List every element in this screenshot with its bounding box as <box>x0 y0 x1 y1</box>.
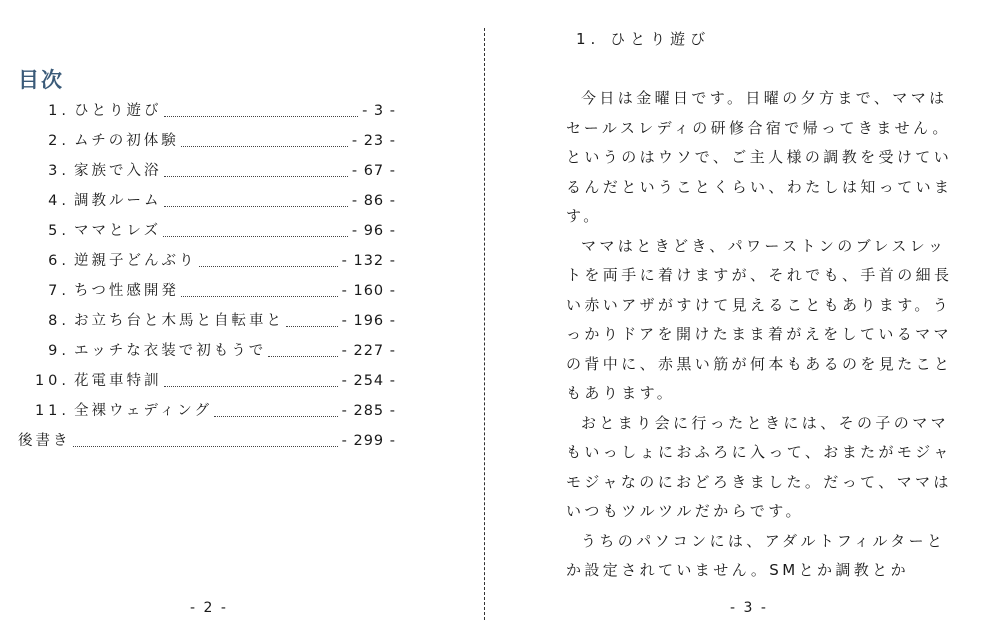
toc-entry-number: 8. <box>48 313 70 329</box>
toc-entry <box>0 276 420 306</box>
toc-entry <box>0 126 420 156</box>
toc-entry <box>0 96 420 126</box>
toc-entry-number: 4. <box>48 193 70 209</box>
toc-entry-number: 11. <box>34 403 70 419</box>
toc-dot-leader <box>164 206 348 207</box>
toc-entry-title: 花電車特訓 <box>74 373 162 389</box>
toc-entry-number: 2. <box>48 133 70 149</box>
toc-dot-leader <box>163 236 348 237</box>
toc-entry-page: - 285 - <box>341 403 396 419</box>
toc-entry-title: 全裸ウェディング <box>74 403 212 419</box>
toc-entry <box>0 306 420 336</box>
toc-entry-title: 逆親子どんぶり <box>74 253 197 269</box>
page-number-left: - 2 - <box>190 600 228 616</box>
toc-dot-leader <box>73 446 338 447</box>
toc-entry-number: 10. <box>34 373 70 389</box>
toc-dot-leader <box>214 416 338 417</box>
toc-entry <box>0 336 420 366</box>
paragraph: おとまり会に行ったときには、その子のママもいっしょにおふろに入って、おまたがモジャモジャなのにおどろきました。だって、ママはいつもツルツルだからです。 <box>566 413 952 520</box>
toc-entry-page: - 132 - <box>341 253 396 269</box>
toc-entry-title: ムチの初体験 <box>74 133 179 149</box>
left-page <box>0 0 484 640</box>
toc-entry-title: 家族で入浴 <box>74 163 162 179</box>
toc-entry <box>0 156 420 186</box>
toc-dot-leader <box>199 266 338 267</box>
toc-entry-number: 5. <box>48 223 70 239</box>
toc-entry-number: 7. <box>48 283 70 299</box>
toc-dot-leader <box>181 296 338 297</box>
toc-entry-number: 1. <box>48 103 70 119</box>
toc-dot-leader <box>164 386 338 387</box>
toc-entry-page: - 160 - <box>341 283 396 299</box>
paragraph: ママはときどき、パワーストンのブレスレットを両手に着けますが、それでも、手首の細長い赤いアザがすけて見えることもあります。うっかりドアを開けたまま着がえをしているママの背中に、赤黒い筋が何本もあるのを見たこともあります。 <box>566 236 953 402</box>
toc-entry-page: - 67 - <box>351 163 396 179</box>
toc-entry-page: - 227 - <box>341 343 396 359</box>
toc-dot-leader <box>286 326 338 327</box>
toc-list <box>0 96 420 456</box>
toc-entry-title: ママとレズ <box>74 223 162 239</box>
right-page <box>486 0 1000 640</box>
toc-dot-leader <box>164 176 348 177</box>
toc-entry-page: - 96 - <box>351 223 396 239</box>
toc-entry-title: お立ち台と木馬と自転車と <box>74 313 284 329</box>
page-number-right: - 3 - <box>730 600 768 616</box>
toc-entry-number: 6. <box>48 253 70 269</box>
toc-entry-page: - 299 - <box>341 433 396 449</box>
toc-entry-title: ちつ性感開発 <box>74 283 179 299</box>
toc-entry-page: - 3 - <box>362 103 396 119</box>
body-text <box>566 84 958 586</box>
toc-entry <box>0 246 420 276</box>
toc-dot-leader <box>164 116 358 117</box>
toc-entry <box>0 396 420 426</box>
toc-entry-title: 調教ルーム <box>74 193 162 209</box>
toc-title: 目次 <box>18 68 64 92</box>
toc-entry-title: 後書き <box>18 433 71 449</box>
page-gutter-divider <box>484 28 485 620</box>
paragraph: うちのパソコンには、アダルトフィルターとか設定されていません。SMとか調教とか <box>566 531 946 579</box>
toc-entry-number: 3. <box>48 163 70 179</box>
toc-entry-page: - 23 - <box>351 133 396 149</box>
paragraph: 今日は金曜日です。日曜の夕方まで、ママはセールスレディの研修合宿で帰ってきません。というのはウソで、ご主人様の調教を受けているんだということくらい、わたしは知っています。 <box>566 89 953 225</box>
toc-dot-leader <box>181 146 348 147</box>
toc-entry-number: 9. <box>48 343 70 359</box>
toc-entry-title: ひとり遊び <box>74 103 162 119</box>
toc-dot-leader <box>268 356 338 357</box>
toc-afterword-row <box>0 426 420 456</box>
toc-entry-page: - 196 - <box>341 313 396 329</box>
toc-entry <box>0 366 420 396</box>
toc-entry <box>0 186 420 216</box>
toc-entry-page: - 254 - <box>341 373 396 389</box>
toc-entry-page: - 86 - <box>351 193 396 209</box>
toc-entry <box>0 216 420 246</box>
toc-entry-title: エッチな衣装で初もうで <box>74 343 267 359</box>
chapter-heading: 1. ひとり遊び <box>576 30 711 48</box>
